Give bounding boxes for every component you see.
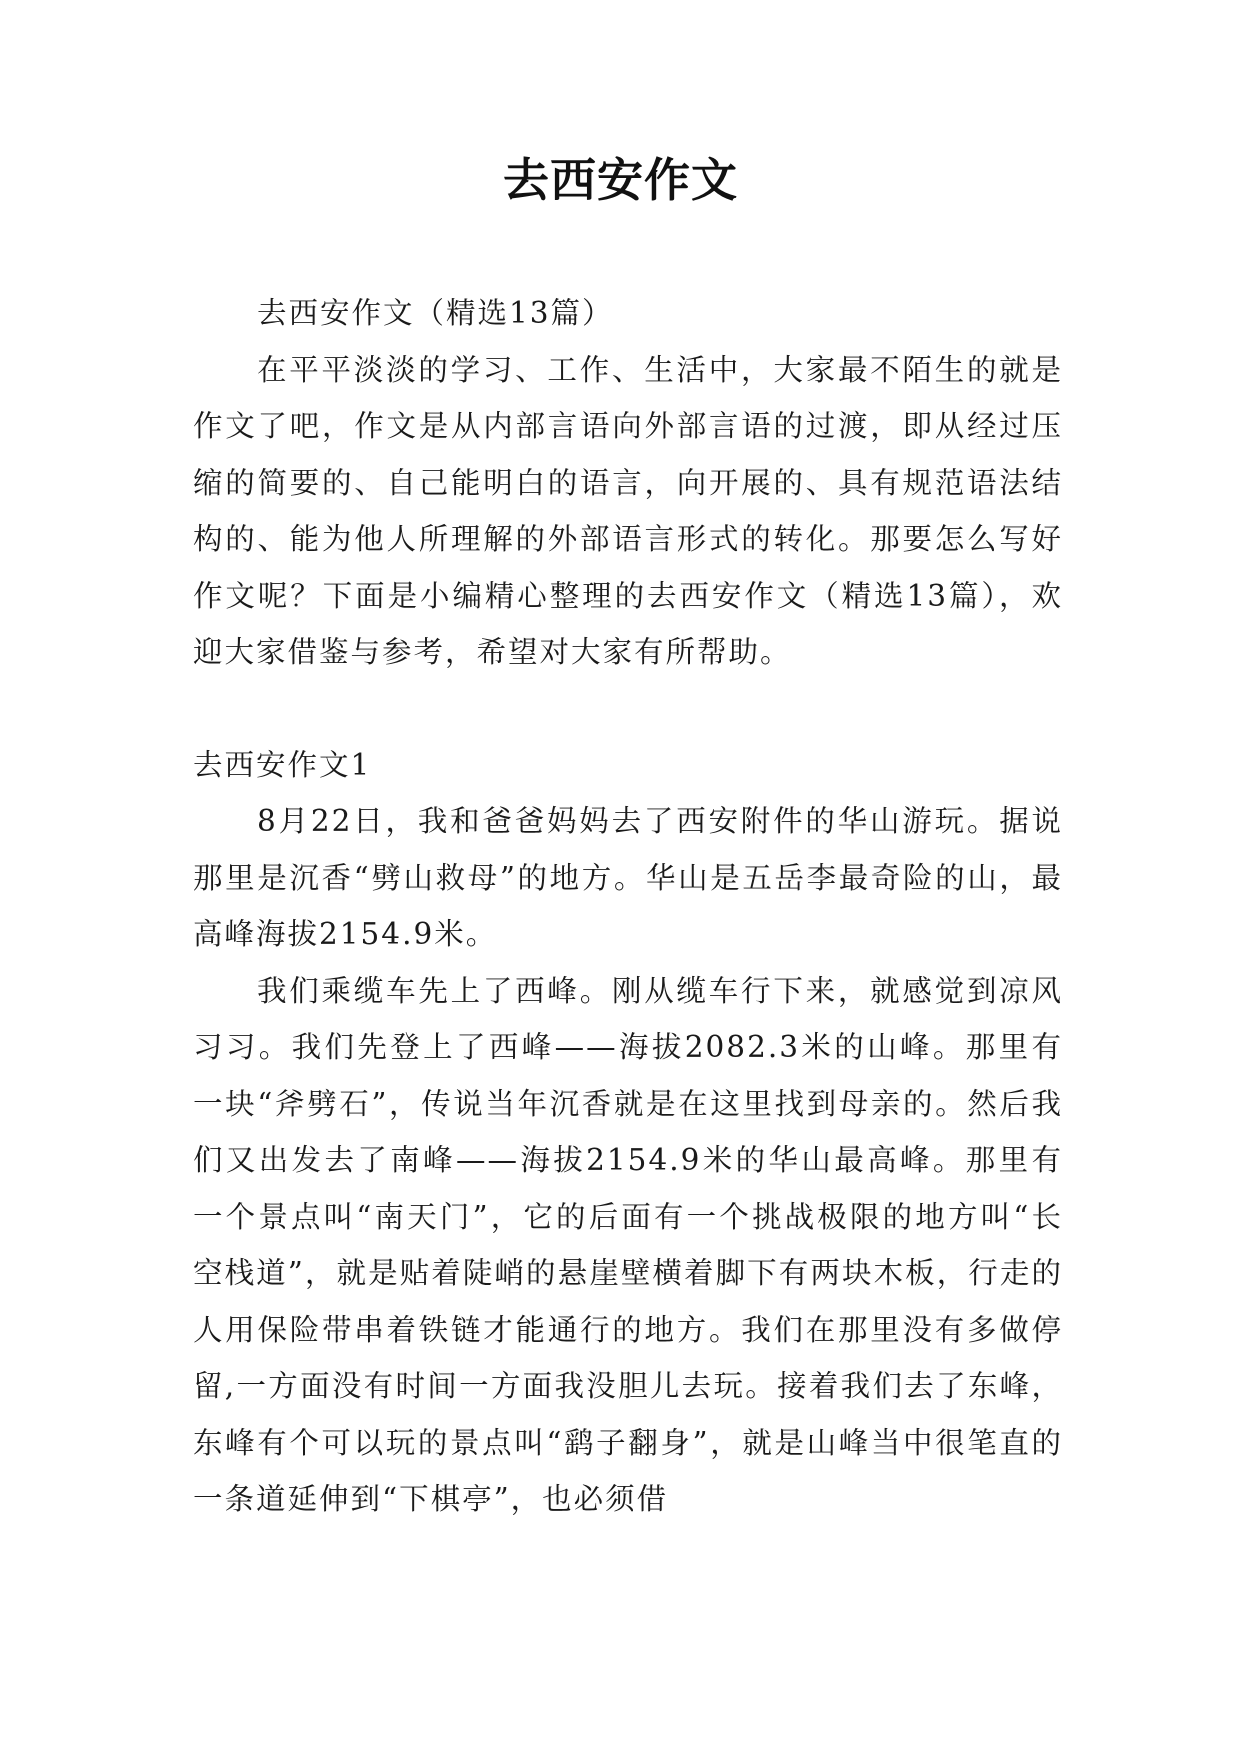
section-heading: 去西安作文1 <box>193 747 372 782</box>
document-title: 去西安作文 <box>503 153 738 207</box>
subtitle: 去西安作文（精选13篇） <box>257 296 614 330</box>
section-spacer <box>193 681 1063 737</box>
section-paragraph-2: 我们乘缆车先上了西峰。刚从缆车行下来，就感觉到凉风习习。我们先登上了西峰——海拔2082.3米的山峰。那里有一块“斧劈石”，传说当年沉香就是在这里找到母亲的。然后我们又出发去了南峰——海拔2154.9米的华山最高峰。那里有一个景点叫“南天门”，它的后面有一个挑战极限的地方叫“长空栈道”，就是贴着陡峭的悬崖壁横着脚下有两块木板，行走的人用保险带串着铁链才能通行的地方。我们在那里没有多做停留,一方面没有时间一方面我没胆儿去玩。接着我们去了东峰，东峰有个可以玩的景点叫“鹞子翻身”，就是山峰当中很笔直的一条道延伸到“下棋亭”，也必须借 <box>193 973 1063 1516</box>
section-paragraph-1: 8月22日，我和爸爸妈妈去了西安附件的华山游玩。据说那里是沉香“劈山救母”的地方。华山是五岳李最奇险的山，最高峰海拔2154.9米。 <box>193 804 1063 951</box>
intro-paragraph: 在平平淡淡的学习、工作、生活中，大家最不陌生的就是作文了吧，作文是从内部言语向外部言语的过渡，即从经过压缩的简要的、自己能明白的语言，向开展的、具有规范语法结构的、能为他人所理解的外部语言形式的转化。那要怎么写好作文呢？下面是小编精心整理的去西安作文（精选13篇），欢迎大家借鉴与参考，希望对大家有所帮助。 <box>193 352 1063 669</box>
document-body <box>193 285 1063 1528</box>
